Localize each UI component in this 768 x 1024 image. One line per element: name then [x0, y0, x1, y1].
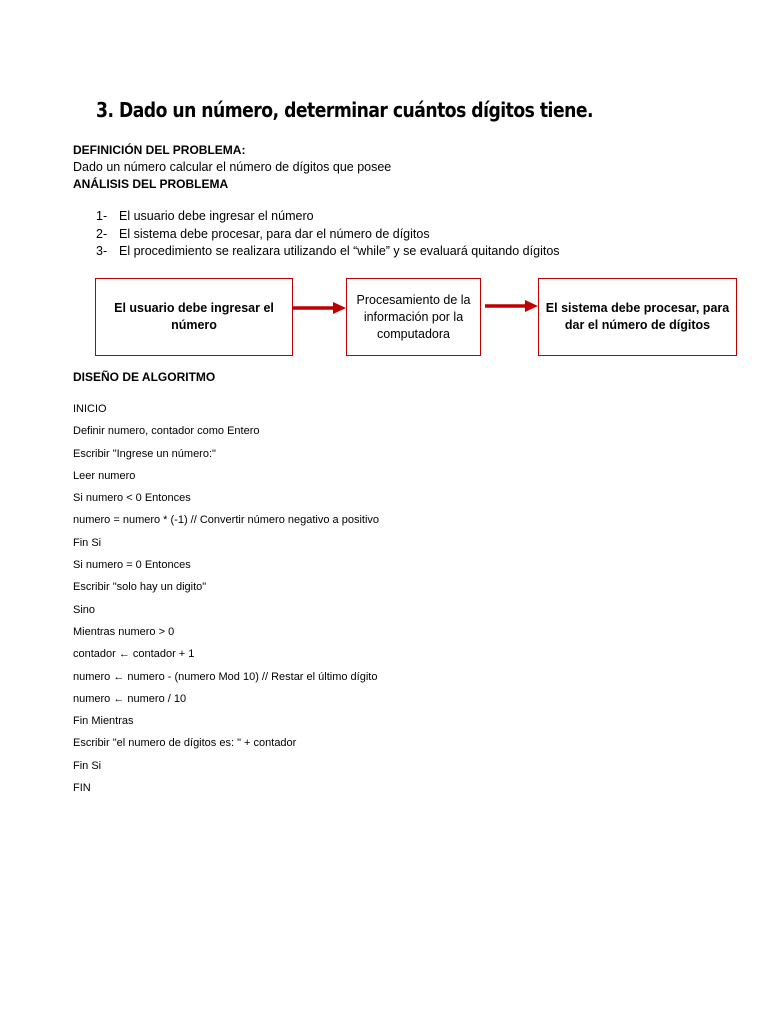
- code-line: Mientras numero > 0: [73, 625, 175, 638]
- code-line: FIN: [73, 782, 91, 795]
- code-line: Si numero < 0 Entonces: [73, 492, 191, 505]
- code-line: Fin Mientras: [73, 715, 134, 728]
- code-line: Si numero = 0 Entonces: [73, 559, 191, 572]
- code-line: Fin Si: [73, 536, 102, 549]
- code-line: numero ← numero - (numero Mod 10) // Restar el último dígito: [73, 670, 378, 683]
- code-line: INICIO: [73, 403, 107, 415]
- code-line: Leer numero: [73, 469, 136, 482]
- analysis-list: [96, 208, 560, 261]
- analysis-heading: ANÁLISIS DEL PROBLEMA: [73, 177, 229, 191]
- code-line: numero = numero * (-1) // Convertir número negativo a positivo: [73, 514, 380, 527]
- definition-text: Dado un número calcular el número de dígitos que posee: [73, 160, 392, 174]
- code-line: Escribir "Ingrese un número:": [73, 447, 216, 460]
- page-title: 3. Dado un número, determinar cuántos dígitos tiene.: [96, 98, 593, 122]
- code-line: contador ← contador + 1: [73, 648, 195, 661]
- definition-heading: DEFINICIÓN DEL PROBLEMA:: [73, 143, 246, 157]
- code-line: Escribir "el numero de dígitos es: " + contador: [73, 737, 297, 750]
- design-heading: DISEÑO DE ALGORITMO: [73, 370, 216, 384]
- arrow-right-icon: [293, 299, 347, 317]
- diagram-box-output: El sistema debe procesar, para dar el número de dígitos: [538, 278, 737, 356]
- arrow-right-icon: [485, 297, 539, 315]
- diagram-box-input: El usuario debe ingresar el número: [95, 278, 293, 356]
- diagram-box-process: Procesamiento de la información por la computadora: [346, 278, 481, 356]
- algorithm-lines: [73, 398, 379, 799]
- code-line: Sino: [73, 603, 96, 616]
- list-item: 3- El procedimiento se realizara utilizando el “while” y se evaluará quitando dígitos: [96, 244, 560, 258]
- code-line: numero ← numero / 10: [73, 692, 187, 705]
- code-line: Fin Si: [73, 759, 102, 772]
- code-line: Definir numero, contador como Entero: [73, 425, 260, 438]
- code-line: Escribir "solo hay un digito": [73, 581, 207, 594]
- list-item: 2- El sistema debe procesar, para dar el número de dígitos: [96, 226, 430, 241]
- list-item: 1- El usuario debe ingresar el número: [96, 209, 314, 223]
